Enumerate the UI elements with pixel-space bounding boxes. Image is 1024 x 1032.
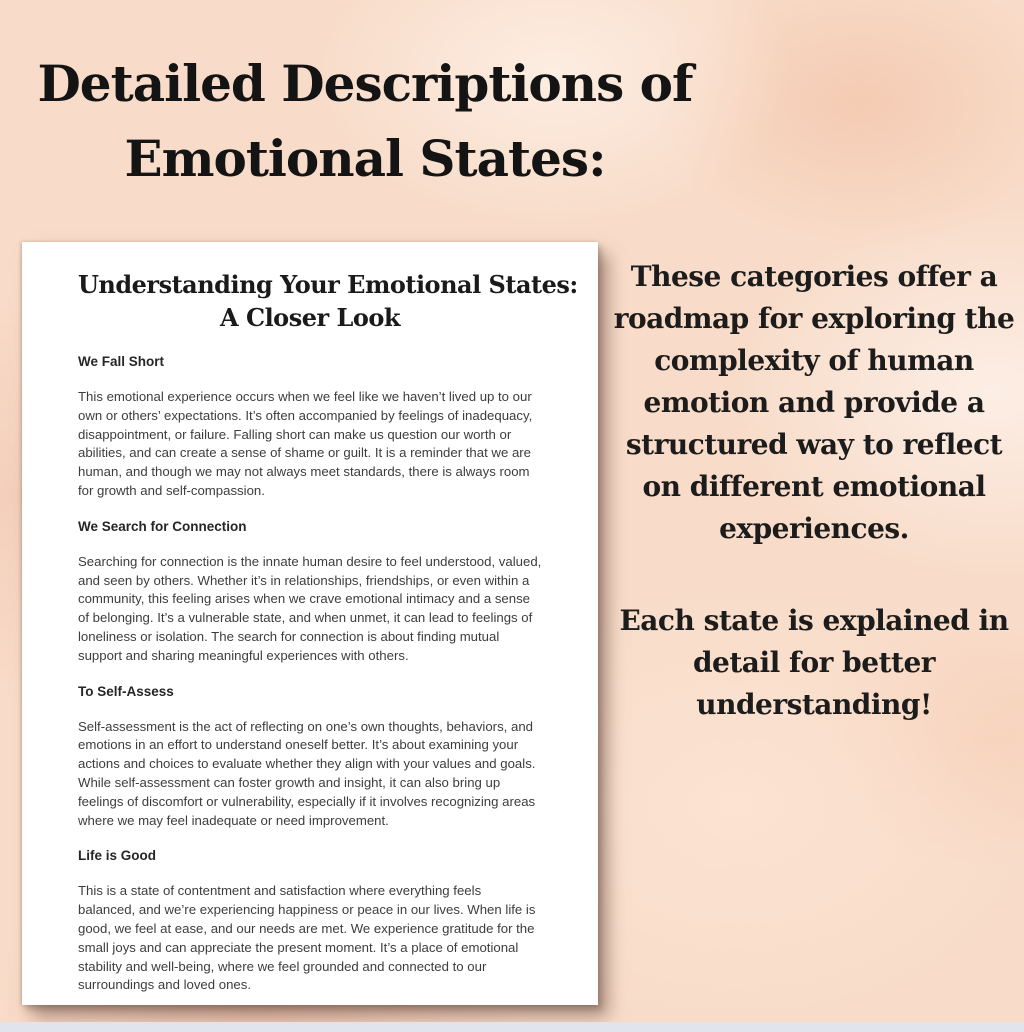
page-title-line-2: Emotional States: bbox=[124, 129, 606, 188]
section-heading: We Fall Short bbox=[78, 354, 165, 369]
side-copy bbox=[608, 256, 1020, 726]
side-copy-paragraph-1: These categories offer a roadmap for exploring the complexity of human emotion and provide a structured way to reflect on different emotional experiences. bbox=[613, 260, 1015, 545]
section-we-search-for-connection bbox=[78, 519, 542, 666]
section-heading: To Self-Assess bbox=[78, 683, 174, 699]
section-heading: Life is Good bbox=[78, 848, 157, 864]
section-heading: We Search for Connection bbox=[78, 518, 247, 534]
page-title bbox=[35, 46, 695, 196]
document-title-line-1: Understanding Your Emotional States: bbox=[78, 270, 578, 299]
worksheet-page-preview bbox=[22, 242, 598, 1005]
document-title-line-2: A Closer Look bbox=[219, 303, 400, 332]
section-we-fall-short bbox=[78, 354, 542, 501]
side-copy-paragraph-2: Each state is explained in detail for better understanding! bbox=[619, 604, 1009, 721]
section-life-is-good bbox=[78, 848, 542, 995]
page-title-line-1: Detailed Descriptions of bbox=[37, 54, 693, 113]
document-title bbox=[78, 268, 578, 334]
section-body: Self-assessment is the act of reflecting on one’s own thoughts, behaviors, and emotions in an effort to understand oneself better. It’s about examining your actions and choices to evaluate whether they align with your values and goals. While self-assessment can foster growth and insight, it can also bring up feelings of discomfort or vulnerability, especially if it involves recognizing areas where we may feel inadequate or need improvement. bbox=[78, 718, 536, 828]
section-body: This emotional experience occurs when we feel like we haven’t lived up to our own or others’ expectations. It’s often accompanied by feelings of inadequacy, disappointment, or failure. Falling short can make us question our worth or abilities, and can create a sense of shame or guilt. It is a reminder that we are human, and though we may not always meet standards, there is always room for growth and self-compassion. bbox=[78, 389, 533, 498]
section-body: This is a state of contentment and satisfaction where everything feels balanced, and we’re experiencing happiness or peace in our lives. When life is good, we feel at ease, and our needs are met. We experience gratitude for the small joys and can appreciate the present moment. It’s a place of emotional stability and well-being, where we feel grounded and connected to our surroundings and loved ones. bbox=[78, 883, 536, 993]
section-to-self-assess bbox=[78, 684, 542, 831]
section-body: Searching for connection is the innate human desire to feel understood, valued, and seen by others. Whether it’s in relationships, friendships, or even within a community, this feeling arises when we crave emotional intimacy and a sense of belonging. It’s a vulnerable state, and when unmet, it can lead to feelings of loneliness or isolation. The search for connection is about finding mutual support and sharing meaningful experiences with others. bbox=[78, 553, 542, 663]
bottom-edge-strip bbox=[0, 1022, 1024, 1032]
